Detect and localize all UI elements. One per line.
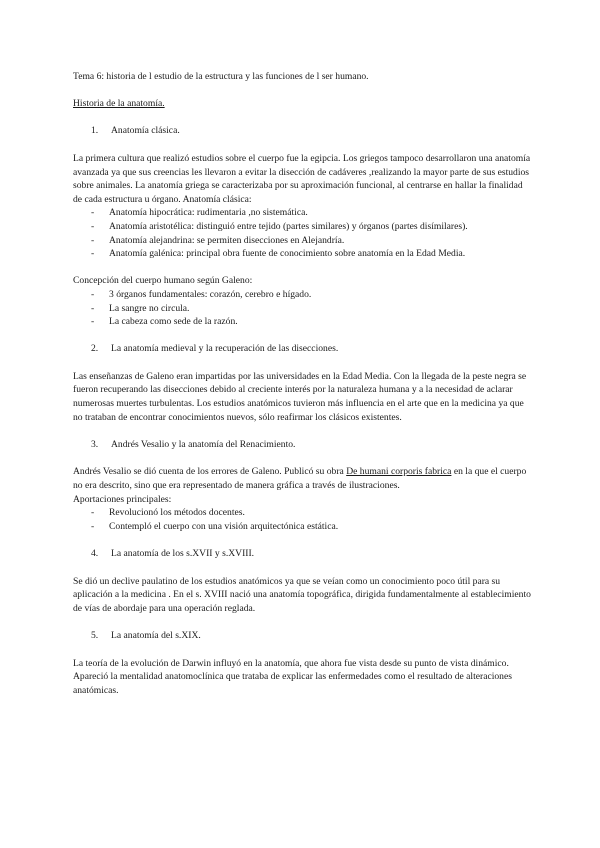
- section-1-paragraph-2: Concepción del cuerpo humano según Galeno:: [73, 275, 253, 287]
- paragraph-text: en la que el cuerpo no era descrito, sino que era representado de manera gráfica a través de ilustraciones.: [73, 466, 527, 492]
- document-title: Tema 6: historia de l estudio de la estructura y las funciones de l ser humano.: [73, 71, 369, 82]
- list-item: - Contempló el cuerpo con una visión arquitectónica estática.: [73, 520, 533, 534]
- section-number: 2.: [91, 343, 99, 355]
- section-5-title: [91, 629, 533, 643]
- section-3-title: [91, 438, 533, 452]
- list-item: - Anatomía aristotélica: distinguió entre tejido (partes similares) y órganos (partes disímilares).: [73, 220, 533, 234]
- section-2-title: [91, 342, 533, 356]
- section-number: 1.: [91, 125, 99, 137]
- section-title-text: La anatomía de los s.XVII y s.XVIII.: [111, 548, 255, 559]
- section-4-paragraph: Se dió un declive paulatino de los estudios anatómicos ya que se veían como un conocimiento poco útil para su aplicación a la medicina . En el s. XVIII nació una anatomía topográfica, dirigida fundamentalmente al establecimiento de vías de abordaje para una operación reglada.: [73, 575, 531, 614]
- document-page: [73, 70, 533, 697]
- list-item: - Anatomía galénica: principal obra fuente de conocimiento sobre anatomía en la Edad Media.: [73, 247, 533, 261]
- section-3-paragraph: [73, 465, 533, 492]
- section-heading: Historia de la anatomía.: [73, 98, 165, 110]
- list-item: - La sangre no circula.: [73, 302, 533, 316]
- section-4-title: [91, 547, 533, 561]
- section-5-paragraph: La teoría de la evolución de Darwin influyó en la anatomía, que ahora fue vista desde su punto de vista dinámico. Apareció la mentalidad anatomoclínica que trataba de explicar las enfermedades como el resultado de alteraciones anatómicas.: [73, 657, 512, 696]
- section-3-list: [73, 506, 533, 533]
- section-title-text: Anatomía clásica.: [111, 125, 180, 137]
- list-item: - Revolucionó los métodos docentes.: [73, 506, 533, 520]
- list-item: - Anatomía hipocrática: rudimentaria ,no sistemática.: [73, 206, 533, 220]
- section-number: 5.: [91, 629, 99, 641]
- section-2-paragraph: Las enseñanzas de Galeno eran impartidas por las universidades en la Edad Media. Con la llegada de la peste negra se fueron recuperando las disecciones debido al creciente interés por la naturaleza humana y a la necesidad de aclarar numerosas muertes turbulentas. Los estudios anatómicos tuvieron más influencia en el arte que en la medicina ya que no trataban de encontrar conocimientos nuevos, sólo reafirmar los clásicos existentes.: [73, 370, 527, 423]
- section-title-text: Andrés Vesalio y la anatomía del Renacimiento.: [111, 438, 296, 450]
- section-title-text: La anatomía del s.XIX.: [111, 629, 201, 641]
- section-number: 3.: [91, 438, 99, 450]
- section-1-paragraph: La primera cultura que realizó estudios sobre el cuerpo fue la egipcia. Los griegos tampoco desarrollaron una anatomía avanzada ya que sus creencias les llevaron a evitar la disección de cadáveres ,realizando la mayor parte de sus estudios sobre animales. La anatomía griega se caracterizaba por su aproximación funcional, al centrarse en hallar la finalidad de cada estructura u órgano. Anatomía clásica:: [73, 152, 531, 205]
- section-3-paragraph-2: Aportaciones principales:: [73, 493, 172, 505]
- paragraph-text: Andrés Vesalio se dió cuenta de los errores de Galeno. Publicó su obra: [73, 466, 347, 478]
- section-1-list-2: [73, 288, 533, 329]
- section-number: 4.: [91, 548, 99, 559]
- work-title: De humani corporis fabrica: [346, 466, 452, 478]
- list-item: - 3 órganos fundamentales: corazón, cerebro e hígado.: [73, 288, 533, 302]
- section-1-title: [91, 124, 533, 138]
- section-1-list: [73, 206, 533, 260]
- list-item: - Anatomía alejandrina: se permiten disecciones en Alejandría.: [73, 234, 533, 248]
- list-item: - La cabeza como sede de la razón.: [73, 315, 533, 329]
- section-title-text: La anatomía medieval y la recuperación de las disecciones.: [111, 343, 339, 355]
